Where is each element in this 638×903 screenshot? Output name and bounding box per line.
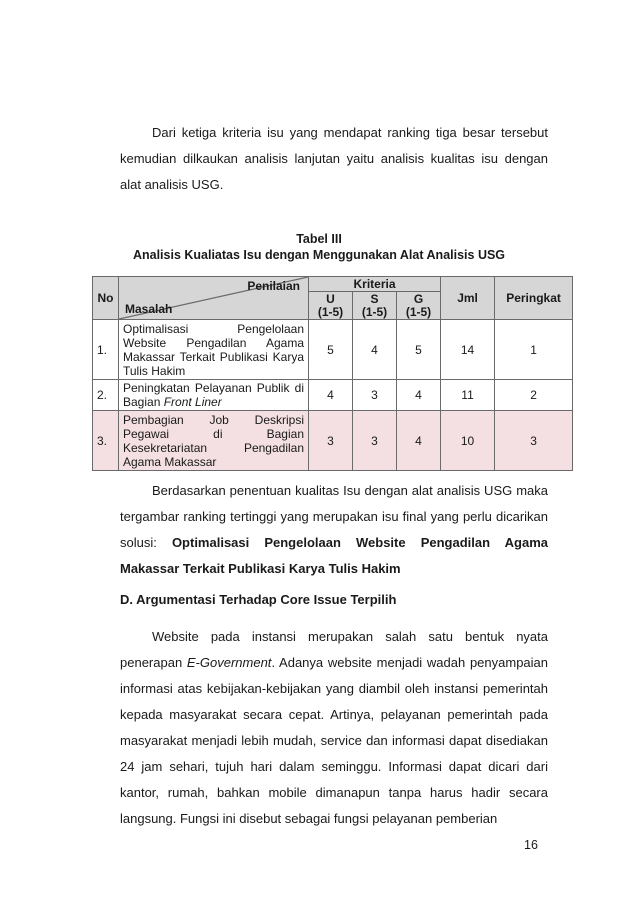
conclusion-bold: Optimalisasi Pengelolaan Website Pengadilan Agama Makassar Terkait Publikasi Karya Tulis Hakim [120, 535, 548, 576]
row-masalah: Optimalisasi Pengelolaan Website Pengadilan Agama Makassar Terkait Publikasi Karya Tulis Hakim [119, 320, 309, 380]
row-s: 4 [353, 320, 397, 380]
header-g: G (1-5) [397, 292, 441, 320]
row-peringkat: 3 [495, 411, 573, 471]
header-kriteria: Kriteria [309, 277, 441, 292]
row-u: 3 [309, 411, 353, 471]
website-paragraph: Website pada instansi merupakan salah satu bentuk nyata penerapan E-Government. Adanya website menjadi wadah penyampaian informasi atas kebijakan-kebijakan yang diambil oleh instansi pemerintah kepada masyarakat secara cepat. Artinya, pelayanan pemerintah pada masyarakat menjadi lebih mudah, service dan informasi dapat disediakan 24 jam sehari, tujuh hari dalam seminggu. Informasi dapat dicari dari kantor, rumah, bahkan mobile dimanapun tanpa harus hadir secara langsung. Fungsi ini disebut sebagai fungsi pelayanan pemberian [120, 629, 548, 826]
header-no: No [93, 277, 119, 320]
header-u: U (1-5) [309, 292, 353, 320]
row-g: 4 [397, 380, 441, 411]
row-s: 3 [353, 411, 397, 471]
table-row [93, 320, 573, 380]
row-jml: 14 [441, 320, 495, 380]
conclusion-paragraph: Berdasarkan penentuan kualitas Isu dengan alat analisis USG maka tergambar ranking tertinggi yang merupakan isu final yang perlu dicarikan solusi: Optimalisasi Pengelolaan Website Pengadilan Agama Makassar Terkait Publikasi Karya Tulis Hakim [120, 483, 548, 576]
row-no: 3. [93, 411, 119, 471]
row-peringkat: 2 [495, 380, 573, 411]
table-row [93, 380, 573, 411]
row-jml: 11 [441, 380, 495, 411]
row-no: 1. [93, 320, 119, 380]
row-masalah: Peningkatan Pelayanan Publik di Bagian Front Liner [119, 380, 309, 411]
row-peringkat: 1 [495, 320, 573, 380]
usg-table [92, 276, 573, 471]
header-peringkat: Peringkat [495, 277, 573, 320]
table-subtitle: Analisis Kualiatas Isu dengan Menggunakan Alat Analisis USG [132, 248, 506, 262]
intro-paragraph: Dari ketiga kriteria isu yang mendapat ranking tiga besar tersebut kemudian dilkaukan analisis lanjutan yaitu analisis kualitas isu dengan alat analisis USG. [120, 125, 548, 192]
row-u: 5 [309, 320, 353, 380]
row-jml: 10 [441, 411, 495, 471]
header-jml: Jml [441, 277, 495, 320]
header-s: S (1-5) [353, 292, 397, 320]
row-masalah: Pembagian Job Deskripsi Pegawai di Bagian Kesekretariatan Pengadilan Agama Makassar [119, 411, 309, 471]
row-u: 4 [309, 380, 353, 411]
header-penilaian-masalah [119, 277, 309, 320]
table-title: Tabel III [296, 232, 342, 246]
header-penilaian: Penilaian [247, 279, 300, 293]
page-number: 16 [524, 838, 538, 852]
header-masalah: Masalah [125, 302, 173, 316]
row-g: 5 [397, 320, 441, 380]
table-row [93, 411, 573, 471]
row-g: 4 [397, 411, 441, 471]
row-no: 2. [93, 380, 119, 411]
row-s: 3 [353, 380, 397, 411]
section-heading: D. Argumentasi Terhadap Core Issue Terpilih [120, 592, 397, 607]
